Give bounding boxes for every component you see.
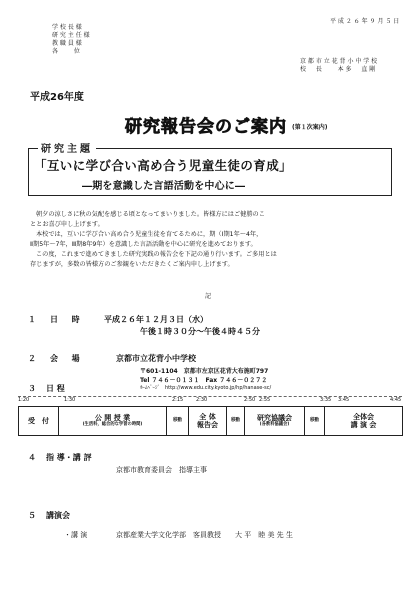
time-tick: 3:45 [338,397,350,403]
lecture-bullet: ・講 演 [64,531,88,539]
ceremony-line-a: 全 体 [199,413,216,421]
schedule-discussion [245,407,305,436]
section5-label: 講演会 [46,511,70,520]
sender-school: 京 都 市 立 花 背 小 中 学 校 [300,58,378,65]
lecture-line-a: 全体会 [353,413,374,421]
ceremony-line-b: 報告会 [197,421,218,429]
time-tick: 1:30 [64,397,76,403]
venue-website: ﾎｰﾑﾍﾟｰｼﾞ http://www.edu.city.kyoto.jp/hp/hanase-sc/ [140,385,272,391]
discussion-label: 研究協議会 [257,414,292,422]
body-line-6: 存じますが，多数の皆様方のご参観をいただきたくご案内申し上げます。 [30,261,234,268]
instructor: 京都市教育委員会 指導主事 [116,466,207,474]
section2-label: 会 場 [50,354,80,363]
time-tick: 4:45 [390,397,402,403]
section1-num: １ [28,315,36,324]
time-tick: 2:30 [196,397,208,403]
schedule-move-1: 移動 [167,407,189,436]
body-line-4: Ⅱ期5年～7年，Ⅲ期8年9年）を意識した言語活動を中心に研究を進めております。 [30,241,257,248]
section3-label: 日 程 [46,384,65,393]
issue-date: 平 成 ２ ６ 年 ９ 月 ５ 日 [330,18,400,25]
sender-principal: 校 長 本 多 直 剛 [300,66,376,73]
ki-mark: 記 [205,293,212,300]
lecturer: 京都産業大学文化学部 客員教授 大 平 睦 美 先 生 [116,531,293,539]
section4-label: 指 導・講 評 [46,453,92,462]
time-tick: 2:55 [259,397,271,403]
recipient-4: 各 位 [52,48,80,55]
open-class-sub: (生活科，総合的な学習の時間) [82,422,143,427]
schedule-lecture [325,407,403,436]
time-tick: 2:50 [244,397,256,403]
title-note: (第１次案内) [292,124,328,131]
recipient-1: 学 校 長 様 [52,24,82,31]
section4-num: ４ [28,453,36,462]
open-class-label: 公 開 授 業 [94,414,131,422]
body-line-5: この度，これまで進めてきました研究実践の報告会を下記の通り行います。ご多用とは [36,251,277,258]
lecture-line-b: 講 演 会 [350,421,377,429]
time-tick: 3:35 [320,397,332,403]
recipient-2: 研 究 主 任 様 [52,32,90,39]
section2-num: ２ [28,354,36,363]
event-time: 午後１時３０分～午後４時４５分 [140,327,260,336]
schedule-table [18,406,403,436]
body-line-2: ととお喜び申し上げます。 [30,221,104,228]
venue-name: 京都市立花背小中学校 [116,354,196,363]
page-title: 研究報告会のご案内 [125,117,287,137]
discussion-sub: (各教科協議会) [259,422,290,427]
body-line-1: 朝夕の涼しさに秋の気配を感じる頃となってまいりました。皆様方にはご健勝のこ [36,211,265,218]
schedule-move-2: 移動 [227,407,245,436]
time-tick: 2:15 [172,397,184,403]
body-line-3: 本校では，互いに学び合い高め合う児童生徒を育てるために，期（Ⅰ期1年～4年， [36,231,263,238]
venue-tel-fax: Tel ７４６－０１３１ Fax ７４６－０２７２ [140,377,268,384]
theme-tag: 研究主題 [38,140,96,155]
schedule-move-3: 移動 [305,407,325,436]
venue-address: 〒601-1104 京都市左京区花背大布施町797 [140,368,269,375]
theme-sub: ―期を意識した言語活動を中心に― [82,181,246,192]
section3-num: ３ [28,384,36,393]
section5-num: ５ [28,511,36,520]
year-heading: 平成26年度 [30,92,84,103]
section1-label: 日 時 [50,315,80,324]
time-tick: 1:20 [18,397,30,403]
schedule-open-class [59,407,167,436]
schedule-reception: 受 付 [19,407,59,436]
schedule-ceremony [189,407,227,436]
event-date: 平成２６年１２月３日（水） [104,315,208,324]
recipient-3: 教 職 員 様 [52,40,82,47]
theme-main: 「互いに学び合い高め合う児童生徒の育成」 [34,158,293,173]
